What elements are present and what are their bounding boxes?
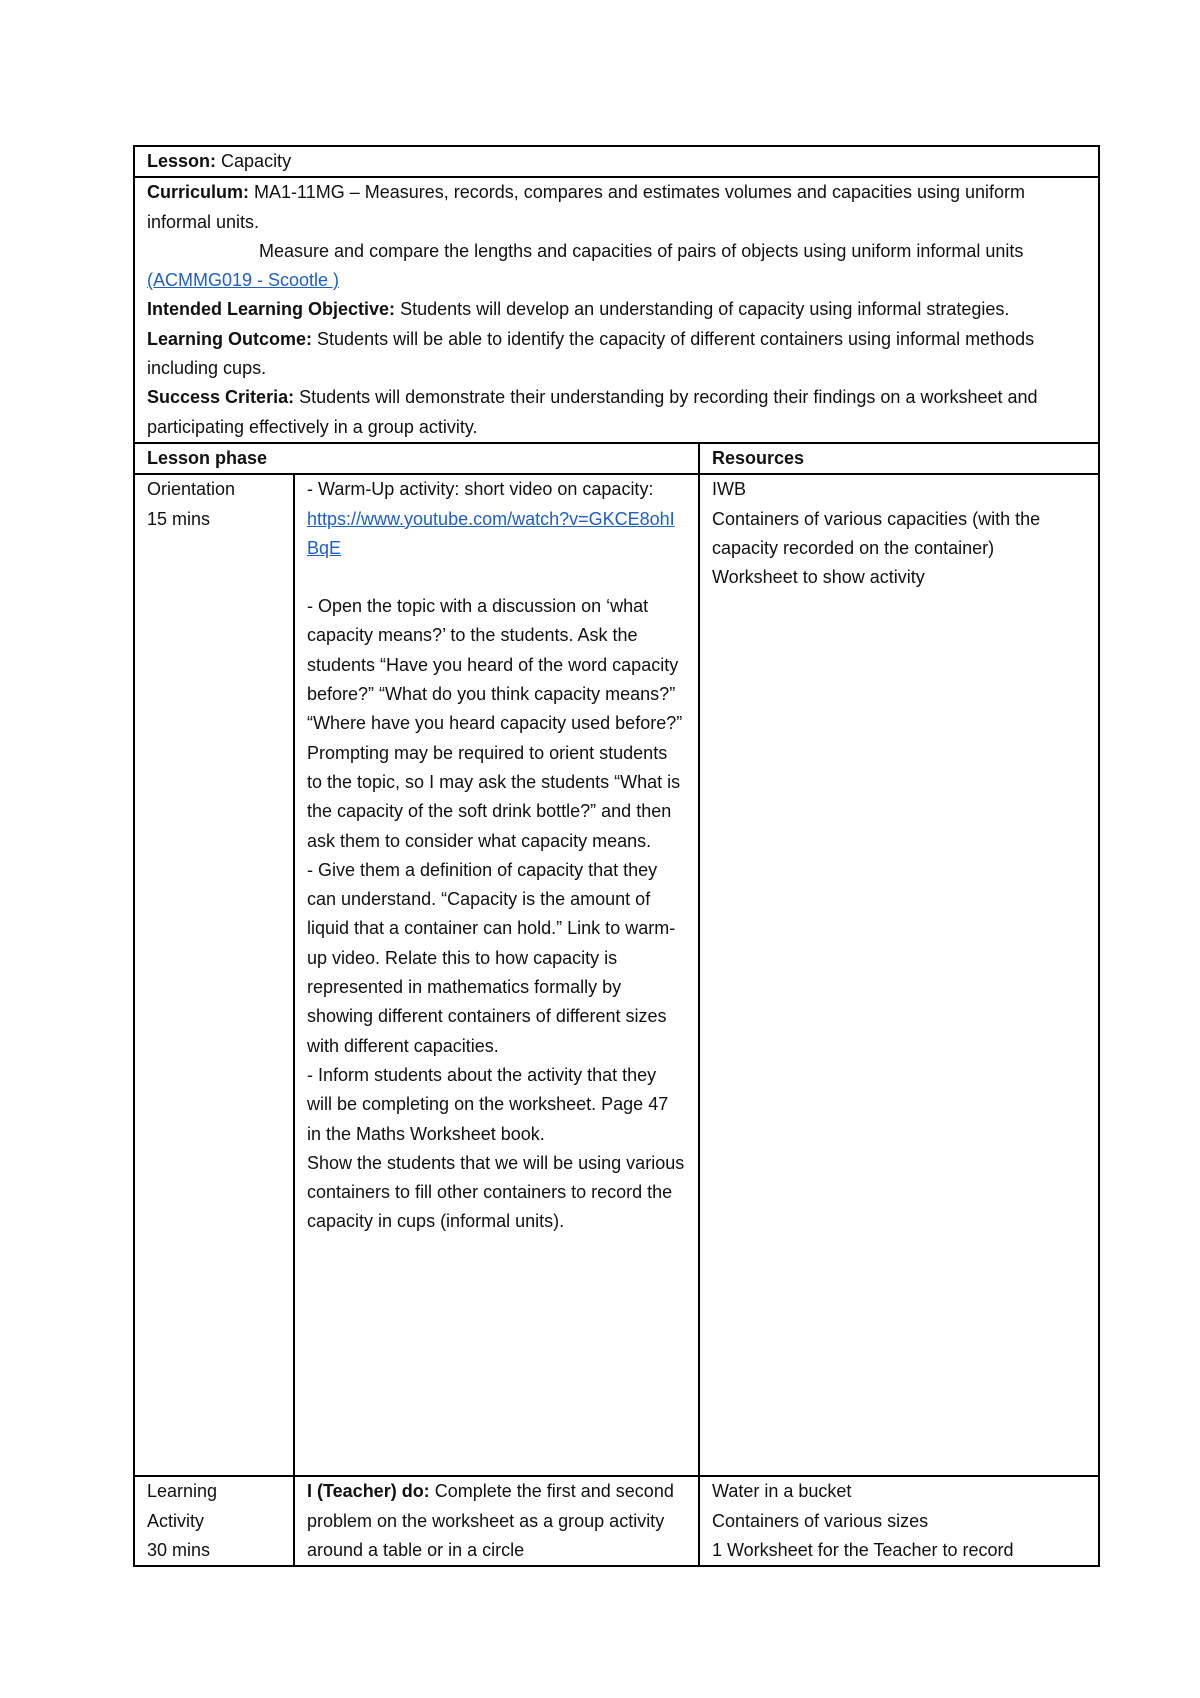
curriculum-block <box>147 178 1086 237</box>
details-row <box>134 177 1099 443</box>
orientation-activity-cell <box>294 474 699 1476</box>
phase-header <box>134 443 699 474</box>
outcome-label: Learning Outcome: <box>147 328 313 349</box>
video-link[interactable]: https://www.youtube.com/watch?v=GKCE8ohIBqE <box>307 508 675 558</box>
lesson-cell <box>134 146 1099 177</box>
teacher-do-label: I (Teacher) do: <box>307 1481 430 1502</box>
lesson-title: Capacity <box>221 151 292 171</box>
lesson-row <box>134 146 1099 177</box>
discussion-text: - Open the topic with a discussion on ‘what capacity means?’ to the students. Ask the students “Have you heard of the word capacity before?” “What do you think capacity means?” “Where have you heard capacity used before?” Prompting may be required to orient students to the topic, so I may ask the students “What is the capacity of the soft drink bottle?” and then ask them to consider what capacity means. <box>307 596 683 851</box>
lesson-plan-table <box>133 145 1100 1567</box>
details-cell <box>134 177 1099 443</box>
definition-text: - Give them a definition of capacity that they can understand. “Capacity is the amount of liquid that a container can hold.” Link to warm-up video. Relate this to how capacity is represented in mathematics formally by showing different containers of different sizes with different capacities. <box>307 859 676 1056</box>
orientation-resources-cell <box>699 474 1099 1476</box>
success-label: Success Criteria: <box>147 387 295 408</box>
curriculum-content-description: Measure and compare the lengths and capacities of pairs of objects using uniform informal units <box>259 240 1024 261</box>
curriculum-outcome: MA1-11MG – Measures, records, compares and estimates volumes and capacities using uniform informal units. <box>147 182 1026 232</box>
objective-label: Intended Learning Objective: <box>147 299 396 320</box>
show-text: Show the students that we will be using various containers to fill other containers to record the capacity in cups (informal units). <box>307 1152 685 1232</box>
scootle-link[interactable]: (ACMMG019 - Scootle ) <box>147 270 340 291</box>
resource-item: Containers of various capacities (with the capacity recorded on the container) <box>712 508 1041 558</box>
inform-text: - Inform students about the activity that they will be completing on the worksheet. Page 47 in the Maths Worksheet book. <box>307 1064 669 1144</box>
objective-text: Students will develop an understanding of capacity using informal strategies. <box>400 299 1010 320</box>
orientation-duration: 15 mins <box>147 508 211 529</box>
resources-header <box>699 443 1099 474</box>
learning-row <box>134 1476 1099 1566</box>
objective-block <box>147 295 1086 324</box>
success-text: Students will demonstrate their understanding by recording their findings on a worksheet and participating effectively in a group activity. <box>147 387 1038 437</box>
header-row <box>134 443 1099 474</box>
resource-item: Water in a bucket <box>712 1481 852 1502</box>
learning-phase-cell <box>134 1476 294 1566</box>
resource-item: Worksheet to show activity <box>712 567 925 588</box>
orientation-phase-cell <box>134 474 294 1476</box>
learning-phase: Learning Activity <box>147 1481 218 1531</box>
learning-resources-cell <box>699 1476 1099 1566</box>
outcome-text: Students will be able to identify the capacity of different containers using informal methods including cups. <box>147 328 1035 379</box>
lesson-label: Lesson: <box>147 151 217 171</box>
resource-item: IWB <box>712 479 746 500</box>
curriculum-label: Curriculum: <box>147 182 250 203</box>
resources-header-text: Resources <box>712 447 805 468</box>
curriculum-content-block <box>147 237 1086 296</box>
phase-header-text: Lesson phase <box>147 447 268 468</box>
warmup-text: - Warm-Up activity: short video on capacity: <box>307 479 654 500</box>
success-block <box>147 383 1086 442</box>
orientation-row <box>134 474 1099 1476</box>
orientation-phase: Orientation <box>147 479 236 500</box>
resource-item: Containers of various sizes <box>712 1510 929 1531</box>
learning-duration: 30 mins <box>147 1539 211 1560</box>
spacer <box>307 563 686 592</box>
teacher-do-text: Complete the first and second problem on the worksheet as a group activity around a table or in a circle <box>307 1481 674 1560</box>
outcome-block <box>147 325 1086 384</box>
learning-activity-cell <box>294 1476 699 1566</box>
resource-item: 1 Worksheet for the Teacher to record <box>712 1539 1014 1560</box>
